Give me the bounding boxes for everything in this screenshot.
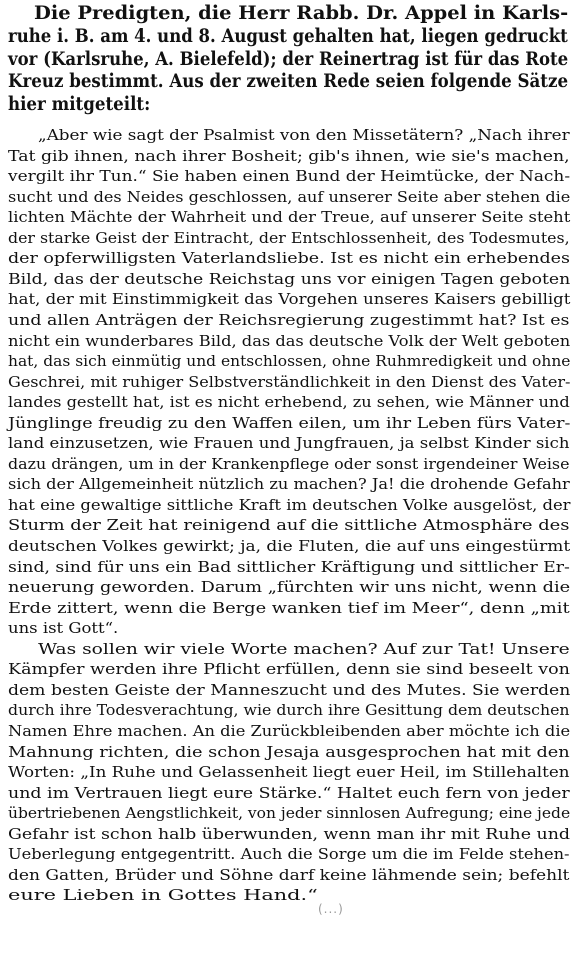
body-line: übertriebenen Aengstlichkeit, von jeder sinnlosen Aufregung; eine jede bbox=[8, 806, 571, 822]
body-line: landes gestellt hat, ist es nicht erhebend, zu sehen, wie Männer und bbox=[8, 395, 570, 411]
body-line: Ueberlegung entgegentritt. Auch die Sorge um die im Felde stehen- bbox=[8, 847, 570, 863]
body-line: eure Lieben in Gottes Hand.“ bbox=[8, 888, 318, 904]
intro-line: Kreuz bestimmt. Aus der zweiten Rede seien folgende Sätze bbox=[8, 70, 569, 92]
body-line: und im Vertrauen liegt eure Stärke.“ Haltet euch fern von jeder bbox=[8, 786, 570, 802]
body-line: „Aber wie sagt der Psalmist von den Missetätern? „Nach ihrer bbox=[38, 128, 570, 144]
body-line: hat, das sich einmütig und entschlossen, ohne Ruhmredigkeit und ohne bbox=[8, 354, 571, 370]
body-line: Jünglinge freudig zu den Waffen eilen, um ihr Leben fürs Vater- bbox=[8, 416, 571, 432]
body-line: sind, sind für uns ein Bad sittlicher Kräftigung und sittlicher Er- bbox=[8, 560, 570, 576]
body-line: und allen Anträgen der Reichsregierung zugestimmt hat? Ist es bbox=[8, 313, 570, 329]
body-line: dem besten Geiste der Manneszucht und des Mutes. Sie werden bbox=[8, 683, 571, 699]
body-line: sich der Allgemeinheit nützlich zu machen? Ja! die drohende Gefahr bbox=[8, 477, 570, 493]
body-line: Tat gib ihnen, nach ihrer Bosheit; gib's ihnen, wie sie's machen, bbox=[8, 149, 570, 165]
body-line: dazu drängen, um in der Krankenpflege oder sonst irgendeiner Weise bbox=[8, 457, 570, 473]
body-line: nicht ein wunderbares Bild, das das deutsche Volk der Welt geboten bbox=[8, 334, 571, 350]
body-line: Sturm der Zeit hat reinigend auf die sittliche Atmosphäre des bbox=[8, 518, 570, 534]
intro-line: Die Predigten, die Herr Rabb. Dr. Appel in Karls- bbox=[34, 2, 569, 24]
faded-signature: (...) bbox=[318, 902, 344, 916]
body-line: vergilt ihr Tun.“ Sie haben einen Bund der Heimtücke, der Nach- bbox=[8, 169, 571, 185]
body-line: durch ihre Todesverachtung, wie durch ihre Gesittung dem deutschen bbox=[8, 703, 570, 719]
body-line: der opferwilligsten Vaterlandsliebe. Ist es nicht ein erhebendes bbox=[8, 251, 570, 267]
body-line: Gefahr ist schon halb überwunden, wenn man ihr mit Ruhe und bbox=[8, 827, 571, 843]
body-line: Worten: „In Ruhe und Gelassenheit liegt euer Heil, im Stillehalten bbox=[8, 765, 570, 781]
body-line: Namen Ehre machen. An die Zurückbleibenden aber möchte ich die bbox=[8, 724, 571, 740]
body-line: hat eine gewaltige sittliche Kraft im deutschen Volke ausgelöst, der bbox=[8, 498, 571, 514]
body-line: land einzusetzen, wie Frauen und Jungfrauen, ja selbst Kinder sich bbox=[8, 436, 570, 452]
body-line: lichten Mächte der Wahrheit und der Treue, auf unserer Seite steht bbox=[8, 210, 571, 226]
body-line: den Gatten, Brüder und Söhne darf keine lähmende sein; befehlt bbox=[8, 868, 570, 884]
body-line: Kämpfer werden ihre Pflicht erfüllen, denn sie sind beseelt von bbox=[8, 662, 570, 678]
intro-line: vor (Karlsruhe, A. Bielefeld); der Reinertrag ist für das Rote bbox=[8, 48, 569, 70]
body-line: hat, der mit Einstimmigkeit das Vorgehen unseres Kaisers gebilligt bbox=[8, 292, 571, 308]
body-line: Was sollen wir viele Worte machen? Auf zur Tat! Unsere bbox=[38, 642, 570, 658]
body-line: uns ist Gott“. bbox=[8, 621, 119, 637]
body-line: Geschrei, mit ruhiger Selbstverständlichkeit in den Dienst des Vater- bbox=[8, 375, 571, 391]
body-line: Mahnung richten, die schon Jesaja ausgesprochen hat mit den bbox=[8, 745, 570, 761]
body-line: sucht und des Neides geschlossen, auf unserer Seite aber stehen die bbox=[8, 190, 571, 206]
body-line: Erde zittert, wenn die Berge wanken tief im Meer“, denn „mit bbox=[8, 601, 570, 617]
body-line: der starke Geist der Eintracht, der Entschlossenheit, des Todesmutes, bbox=[8, 231, 570, 247]
body-line: neuerung geworden. Darum „fürchten wir uns nicht, wenn die bbox=[8, 580, 571, 596]
intro-line: hier mitgeteilt: bbox=[8, 93, 151, 115]
body-line: Bild, das der deutsche Reichstag uns vor einigen Tagen geboten bbox=[8, 272, 571, 288]
intro-line: ruhe i. B. am 4. und 8. August gehalten hat, liegen gedruckt bbox=[8, 25, 568, 47]
body-line: deutschen Volkes gewirkt; ja, die Fluten, die auf uns eingestürmt bbox=[8, 539, 571, 555]
